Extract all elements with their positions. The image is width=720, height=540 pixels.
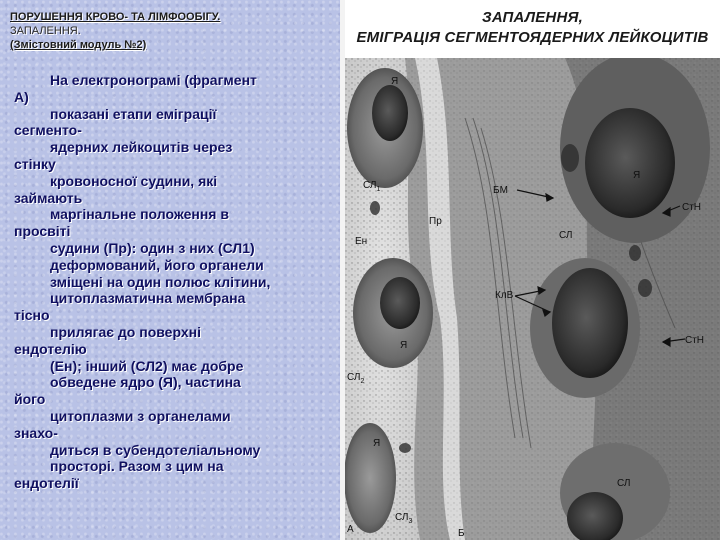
text-line: (Ен); інший (СЛ2) має добре [50,357,244,374]
description-text [14,72,334,492]
text-line: його [14,391,46,408]
label-lumen: Пр [429,216,442,227]
label-vessel-wall-mid: СтН [685,335,705,346]
label-vessel-wall-top: СтН [682,202,702,213]
text-line: зміщені на один полюс клітини, [50,273,271,290]
text-line: ендотелії [14,475,79,492]
header-module: (Змістовний модуль №2) [10,39,147,51]
text-line: А) [14,88,29,105]
text-line: прилягає до поверхні [50,323,201,340]
text-line: сегменто- [14,122,82,139]
text-line: маргінальне положення в [50,206,229,223]
label-basement-membrane: БМ [493,185,508,196]
text-line: цитоплазматична мембрана [50,290,246,307]
text-line: На електронограмі (фрагмент [50,72,257,88]
header-topic: ПОРУШЕННЯ КРОВО- ТА ЛІМФООБІГУ. [10,11,221,23]
nucleus-mid [380,277,420,329]
electron-micrograph [345,58,720,540]
figure-title-line1: ЗАПАЛЕННЯ, [482,9,583,26]
text-line: диться в субендотеліальному [50,441,261,458]
label-sl-b: СЛ [617,478,631,489]
text-line: обведене ядро (Я), частина [50,374,241,391]
text-line: знахо- [14,424,58,441]
label-sl-a: СЛ [559,230,573,241]
text-line: просторі. Разом з цим на [50,458,224,475]
figure-title-line2: ЕМІГРАЦІЯ СЕГМЕНТОЯДЕРНИХ ЛЕЙКОЦИТІВ [356,29,709,46]
text-line: цитоплазми з органелами [50,407,231,424]
label-panel-b: Б [458,528,465,539]
header-subtopic: ЗАПАЛЕННЯ. [10,25,81,37]
label-nucleus: Я [391,76,399,87]
leukocyte-lower-left [345,423,396,533]
text-line: ендотелію [14,340,87,357]
text-line: займають [14,189,83,206]
label-panel-a: А [347,524,354,535]
slide-text-panel [0,0,340,540]
label-sl3: $СЛ_3$ [395,512,413,525]
figure-title [345,8,720,48]
text-line: кровоносної судини, які [50,172,218,189]
text-line: просвіті [14,223,71,240]
label-nucleus-right: Я [633,170,641,181]
figure-panel [345,0,720,540]
nucleus-upper-right [585,108,675,218]
label-nucleus-left: Я [373,438,381,449]
label-nucleus-mid: Я [400,340,408,351]
nucleus-top [372,85,408,141]
label-endothelium: Ен [355,236,368,247]
text-line: деформований, його органели [50,256,264,273]
text-line: ядерних лейкоцитів через [50,139,233,156]
label-klv: КлВ [495,290,514,301]
nucleus-migrating [552,268,628,378]
text-line: тісно [14,307,50,324]
text-line: стінку [14,155,56,172]
slide-header [10,10,330,52]
label-sl1: $СЛ_1$ [363,180,381,193]
text-line: показані етапи еміграції [50,105,217,122]
text-line: судини (Пр): один з них (СЛ1) [50,239,255,256]
label-sl2: $СЛ_2$ [347,372,365,385]
